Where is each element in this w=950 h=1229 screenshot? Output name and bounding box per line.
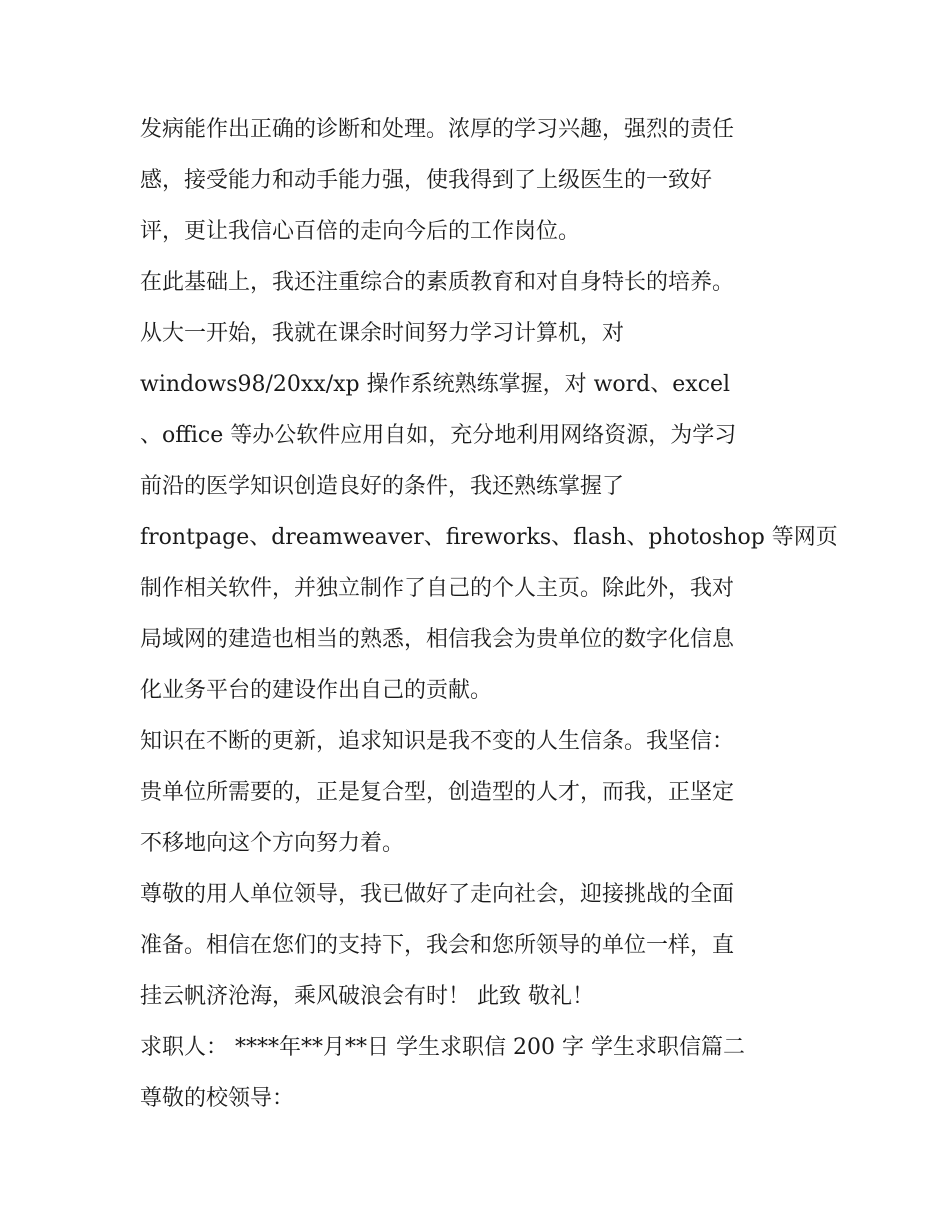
text-line: 从大一开始，我就在课余时间努力学习计算机，对 xyxy=(140,321,625,346)
text-line: 贵单位所需要的，正是复合型，创造型的人才，而我，正坚定 xyxy=(140,780,735,805)
text-line: 尊敬的用人单位领导，我已做好了走向社会，迎接挑战的全面 xyxy=(140,882,735,907)
document-body xyxy=(140,104,838,1124)
text-line: windows98/20xx/xp 操作系统熟练掌握，对 word、excel xyxy=(140,372,731,397)
text-line: 不移地向这个方向努力着。 xyxy=(140,831,405,856)
text-line: 化业务平台的建设作出自己的贡献。 xyxy=(140,678,493,703)
text-line: 感，接受能力和动手能力强，使我得到了上级医生的一致好 xyxy=(140,168,713,193)
text-line: frontpage、dreamweaver、fireworks、flash、photoshop 等网页 xyxy=(140,525,838,550)
text-line: 知识在不断的更新，追求知识是我不变的人生信条。我坚信： xyxy=(140,729,735,754)
text-line: 准备。相信在您们的支持下，我会和您所领导的单位一样，直 xyxy=(140,933,735,958)
text-line: 发病能作出正确的诊断和处理。浓厚的学习兴趣，强烈的责任 xyxy=(140,117,735,142)
text-line: 制作相关软件，并独立制作了自己的个人主页。除此外，我对 xyxy=(140,576,735,601)
text-line: 、office 等办公软件应用自如，充分地利用网络资源，为学习 xyxy=(140,423,737,448)
text-line: 尊敬的校领导： xyxy=(140,1086,295,1111)
text-line: 前沿的医学知识创造良好的条件，我还熟练掌握了 xyxy=(140,474,625,499)
text-line: 评，更让我信心百倍的走向今后的工作岗位。 xyxy=(140,219,581,244)
text-line: 求职人： ****年**月**日 学生求职信 200 字 学生求职信篇二 xyxy=(140,1035,745,1060)
text-line: 挂云帆济沧海，乘风破浪会有时！ 此致 敬礼！ xyxy=(140,984,594,1009)
text-line: 局域网的建造也相当的熟悉，相信我会为贵单位的数字化信息 xyxy=(140,627,735,652)
text-line: 在此基础上，我还注重综合的素质教育和对自身特长的培养。 xyxy=(140,270,735,295)
